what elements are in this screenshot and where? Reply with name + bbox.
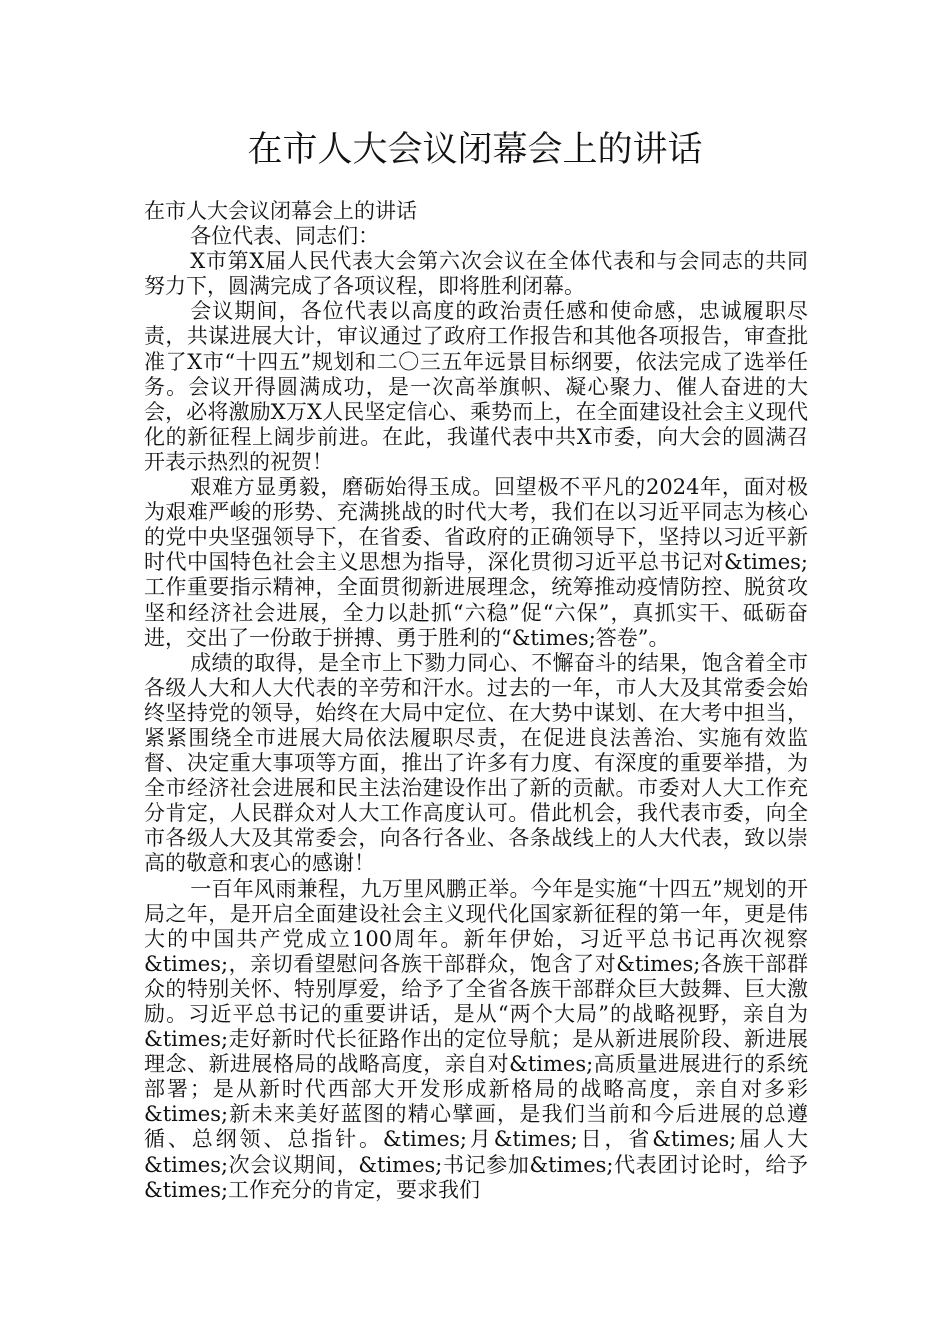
- greeting: 各位代表、同志们：: [190, 224, 380, 249]
- paragraph: 艰难方显勇毅，磨砺始得玉成。回望极不平凡的2024年，面对极为艰难严峻的形势、充满挑战的时代大考，我们在以习近平同志为核心的党中央坚强领导下，在省委、省政府的正确领导下，坚持以习近平新时代中国特色社会主义思想为指导，深化贯彻习近平总书记对&times;工作重要指示精神，全面贯彻新进展理念，统筹推动疫情防控、脱贫攻坚和经济社会进展，全力以赴抓“六稳”促“六保”，真抓实干、砥砺奋进，交出了一份敢于拼搏、勇于胜利的“&times;答卷”。: [144, 475, 808, 650]
- paragraph: 成绩的取得，是全市上下勠力同心、不懈奋斗的结果，饱含着全市各级人大和人大代表的辛劳和汗水。过去的一年，市人大及其常委会始终坚持党的领导，始终在大局中定位、在大势中谋划、在大考中担当，紧紧围绕全市进展大局依法履职尽责，在促进良法善治、实施有效监督、决定重大事项等方面，推出了许多有力度、有深度的重要举措，为全市经济社会进展和民主法治建设作出了新的贡献。市委对人大工作充分肯定，人民群众对人大工作高度认可。借此机会，我代表市委，向全市各级人大及其常委会，向各行各业、各条战线上的人大代表，致以崇高的敬意和衷心的感谢！: [144, 650, 808, 876]
- paragraph: 一百年风雨兼程，九万里风鹏正举。今年是实施“十四五”规划的开局之年，是开启全面建设社会主义现代化国家新征程的第一年，更是伟大的中国共产党成立100周年。新年伊始，习近平总书记再次视察&times;，亲切看望慰问各族干部群众，饱含了对&times;各族干部群众的特别关怀、特别厚爱，给予了全省各族干部群众巨大鼓舞、巨大激励。习近平总书记的重要讲话，是从“两个大局”的战略视野，亲自为&times;走好新时代长征路作出的定位导航；是从新进展阶段、新进展理念、新进展格局的战略高度，亲自对&times;高质量进展进行的系统部署；是从新时代西部大开发形成新格局的战略高度，亲自对多彩&times;新未来美好蓝图的精心擘画，是我们当前和今后进展的总遵循、总纲领、总指针。&times;月&times;日，省&times;届人大&times;次会议期间，&times;书记参加&times;代表团讨论时，给予&times;工作充分的肯定，要求我们: [144, 876, 808, 1202]
- paragraph: X市第X届人民代表大会第六次会议在全体代表和与会同志的共同努力下，圆满完成了各项议程，即将胜利闭幕。: [144, 249, 808, 299]
- paragraph: 会议期间，各位代表以高度的政治责任感和使命感，忠诚履职尽责，共谋进展大计，审议通过了政府工作报告和其他各项报告，审查批准了X市“十四五”规划和二〇三五年远景目标纲要，依法完成了选举任务。会议开得圆满成功，是一次高举旗帜、凝心聚力、催人奋进的大会，必将激励X万X人民坚定信心、乘势而上，在全面建设社会主义现代化的新征程上阔步前进。在此，我谨代表中共X市委，向大会的圆满召开表示热烈的祝贺！: [144, 299, 808, 474]
- document-title: 在市人大会议闭幕会上的讲话: [247, 130, 703, 170]
- document-subtitle: 在市人大会议闭幕会上的讲话: [144, 199, 417, 223]
- document-body: [144, 199, 808, 1203]
